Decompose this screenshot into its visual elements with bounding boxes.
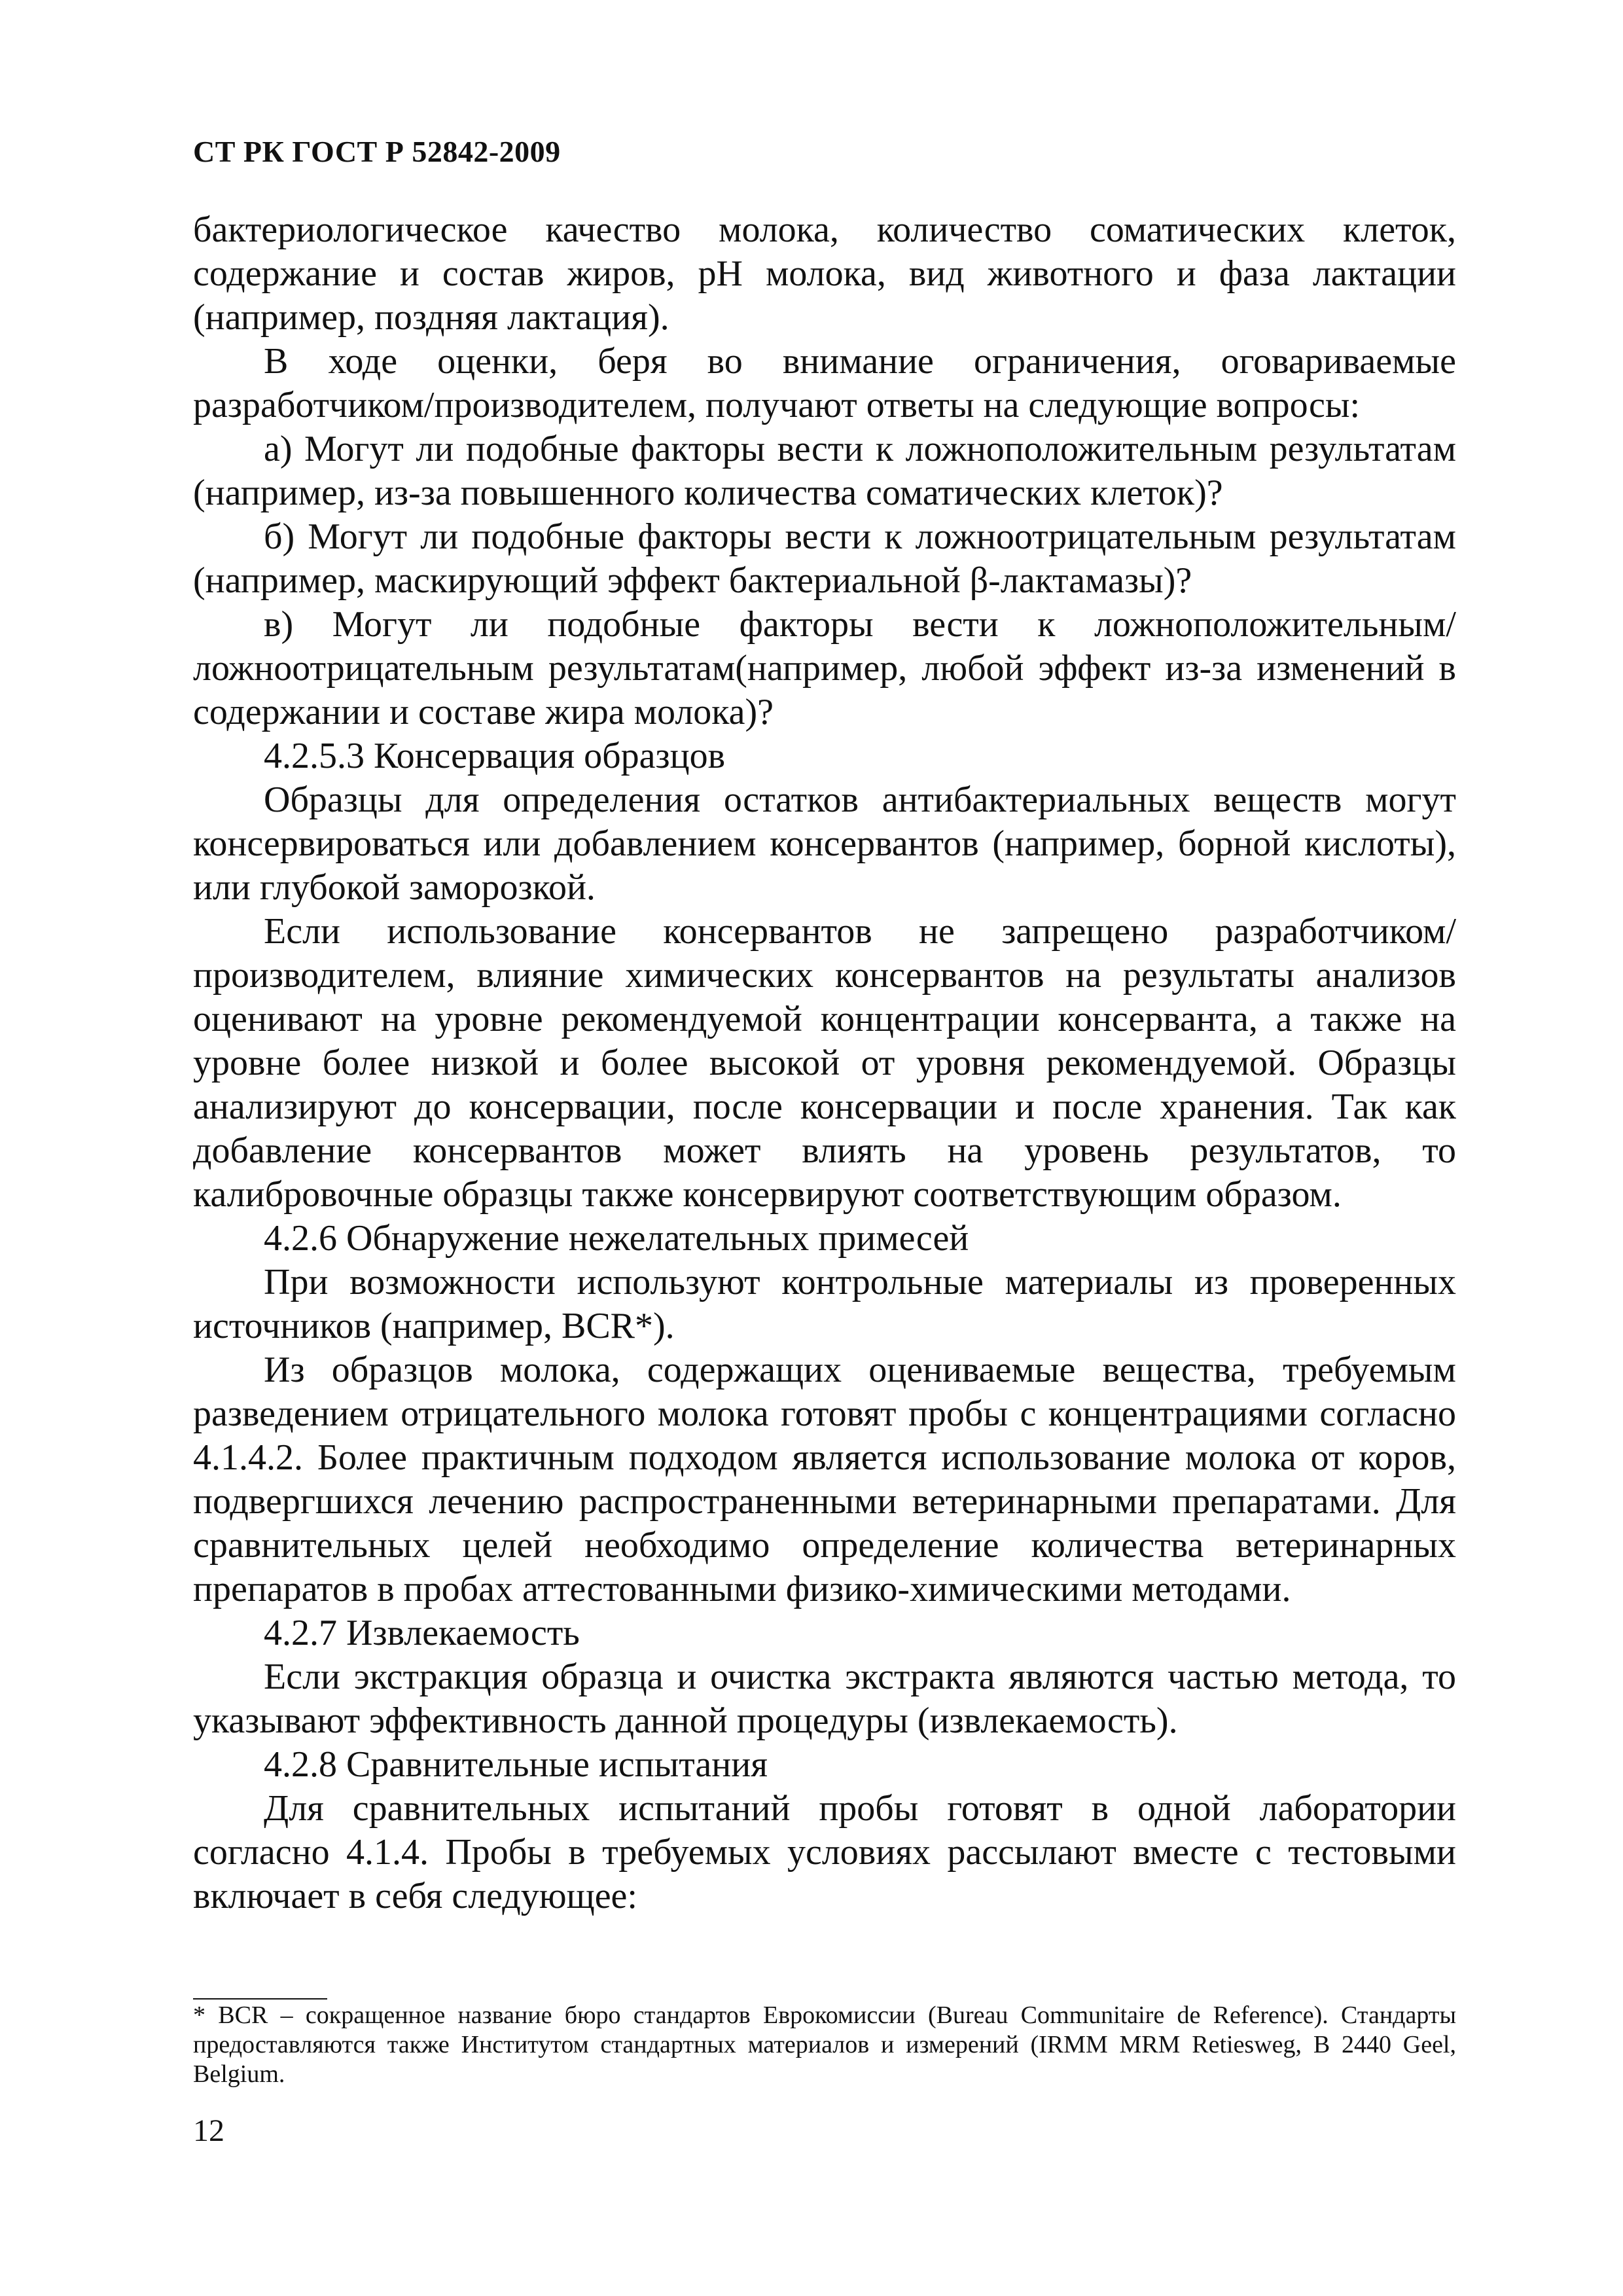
paragraph-control-materials: При возможности используют контрольные материалы из проверенных источников (например, BCR*). [193, 1262, 1456, 1346]
document-header: СТ РК ГОСТ Р 52842-2009 [193, 135, 561, 168]
paragraph-extraction: Если экстракция образца и очистка экстракта являются частью метода, то указывают эффективность данной процедуры (извлекаемость). [193, 1657, 1456, 1741]
footnote: * BCR – сокращенное название бюро стандартов Еврокомиссии (Bureau Communitaire de Reference). Стандарты предоставляются также Институтом стандартных материалов и измерений (IRMM MRM Retiesweg, B 2440 Geel, Belgium. [193, 2001, 1456, 2088]
list-item-a: а) Могут ли подобные факторы вести к ложноположительным результатам (например, из-за повышенного количества соматических клеток)? [193, 429, 1456, 513]
footnote-divider [193, 1998, 327, 2000]
list-item-b: б) Могут ли подобные факторы вести к ложноотрицательным результатам (например, маскирующий эффект бактериальной β-лактамазы)? [193, 516, 1456, 601]
page-number: 12 [193, 2113, 224, 2148]
section-heading-4-2-7: 4.2.7 Извлекаемость [264, 1613, 580, 1653]
section-heading-4-2-8: 4.2.8 Сравнительные испытания [264, 1744, 768, 1785]
body-text [193, 208, 1456, 1918]
paragraph-preservatives: Если использование консервантов не запрещено разработчиком/ производителем, влияние химических консервантов на результаты анализов оценивают на уровне рекомендуемой концентрации консерванта, а также на уровне более низкой и более высокой от уровня рекомендуемой. Образцы анализируют до консервации, после консервации и после хранения. Так как добавление консервантов может влиять на уровень результатов, то калибровочные образцы также консервируют соответствующим образом. [193, 911, 1456, 1215]
list-item-v: в) Могут ли подобные факторы вести к ложноположительным/ ложноотрицательным результатам(например, любой эффект из-за изменений в содержании и составе жира молока)? [193, 604, 1456, 732]
paragraph-milk-samples: Из образцов молока, содержащих оцениваемые вещества, требуемым разведением отрицательного молока готовят пробы с концентрациями согласно 4.1.4.2. Более практичным подходом является использование молока от коров, подвергшихся лечению распространенными ветеринарными препаратами. Для сравнительных целей необходимо определение количества ветеринарных препаратов в пробах аттестованными физико-химическими методами. [193, 1350, 1456, 1609]
paragraph-preservation: Образцы для определения остатков антибактериальных веществ могут консервироваться или добавлением консервантов (например, борной кислоты), или глубокой заморозкой. [193, 780, 1456, 908]
paragraph-evaluation: В ходе оценки, беря во внимание ограничения, оговариваемые разработчиком/производителем, получают ответы на следующие вопросы: [193, 341, 1456, 425]
paragraph-comparative: Для сравнительных испытаний пробы готовят в одной лаборатории согласно 4.1.4. Пробы в требуемых условиях рассылают вместе с тестовыми включает в себя следующее: [193, 1788, 1456, 1916]
section-heading-4-2-6: 4.2.6 Обнаружение нежелательных примесей [264, 1218, 969, 1259]
section-heading-4-2-5-3: 4.2.5.3 Консервация образцов [264, 736, 726, 776]
paragraph-continuation: бактериологическое качество молока, количество соматических клеток, содержание и состав жиров, рН молока, вид животного и фаза лактации (например, поздняя лактация). [193, 209, 1456, 338]
